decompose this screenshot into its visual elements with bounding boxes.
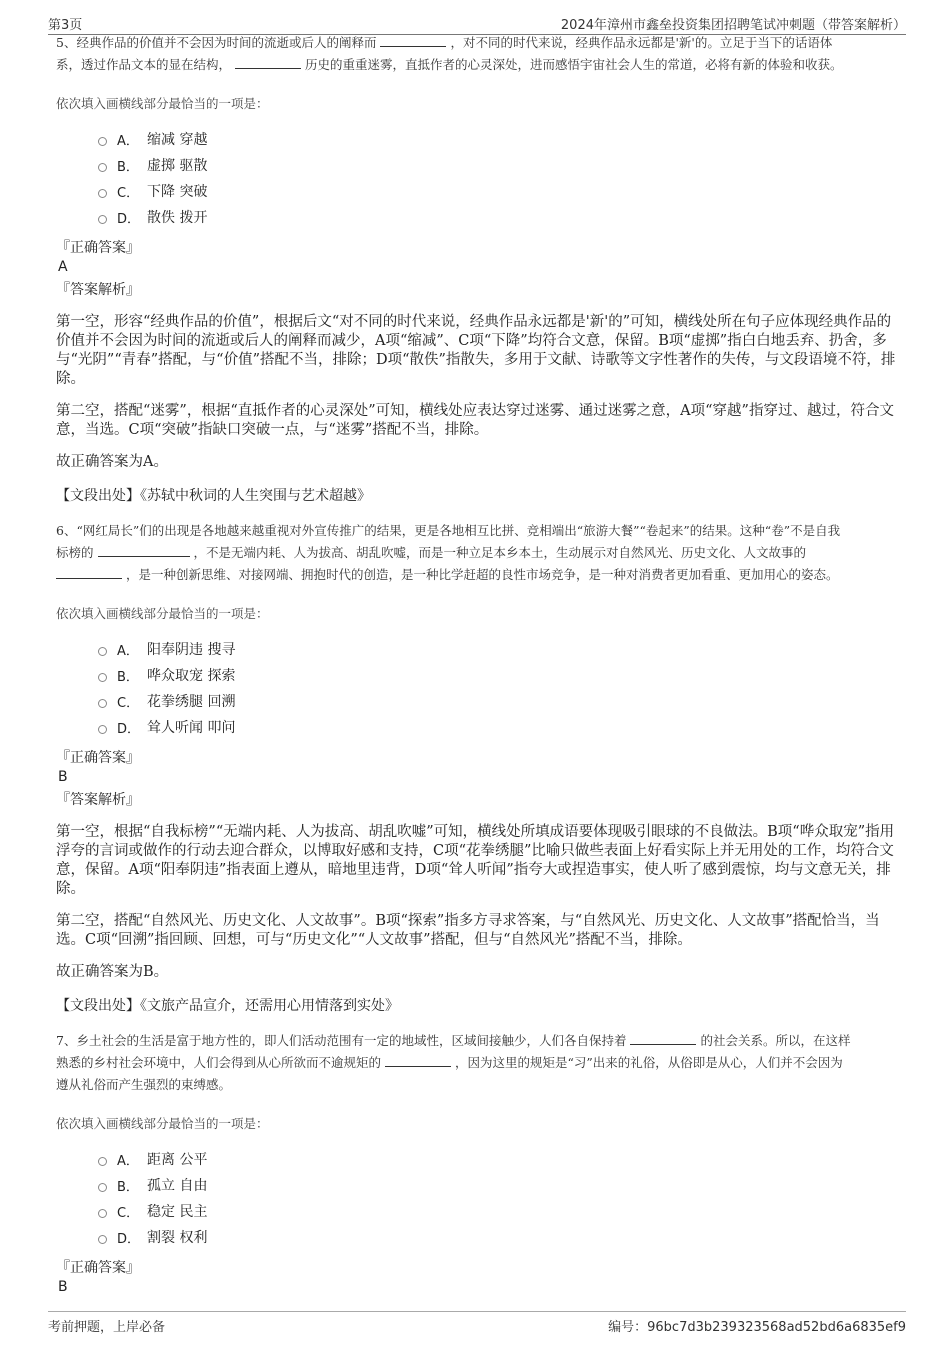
option-list bbox=[98, 126, 904, 230]
radio-icon[interactable] bbox=[98, 163, 107, 172]
document-title: 2024年漳州市鑫垒投资集团招聘笔试冲刺题（带答案解析） bbox=[560, 18, 906, 33]
option-b[interactable]: B． 哗众取宠 探索 bbox=[98, 662, 904, 688]
analysis-conclusion: 故正确答案为A。 bbox=[56, 454, 168, 470]
option-b[interactable]: B． 虚掷 驱散 bbox=[98, 152, 904, 178]
question-text: 6、“网红局长”们的出现是各地越来越重视对外宣传推广的结果，更是各地相互比拼、竞相端出“旅游大餐”“卷起来”的结果。这种“卷”不是自我 标榜的 ，不是无端内耗、人为拔高、胡乱吹嘘，而是一种立足本乡本土，生动展示对自然风光、历史文化、人文故事的 ，是一种创新思维、对接网端、拥抱时代的创造，是一种比学赶超的良性市场竞争，是一种对消费者更加看重、更加用心的姿态。 bbox=[56, 523, 841, 582]
radio-icon[interactable] bbox=[98, 725, 107, 734]
radio-icon[interactable] bbox=[98, 215, 107, 224]
question-prompt: 依次填入画横线部分最恰当的一项是： bbox=[56, 1116, 269, 1131]
option-c[interactable]: C． 下降 突破 bbox=[98, 178, 904, 204]
analysis-paragraph: 第一空，形容“经典作品的价值”，根据后文“对不同的时代来说，经典作品永远都是'新'的”可知，横线处所在句子应体现经典作品的价值并不会因为时间的流逝或后人的阐释而减少，A项“缩减”、C项“下降”均符合文意，保留。B项“虚掷”指白白地丢弃、扔舍，多与“光阴”“青春”搭配，与“价值”搭配不当，排除；D项“散佚”指散失，多用于文献、诗歌等文字性著作的失传，与文段语境不符，排除。 bbox=[56, 314, 896, 387]
option-d[interactable]: D． 割裂 权利 bbox=[98, 1224, 904, 1250]
radio-icon[interactable] bbox=[98, 699, 107, 708]
footer-slogan: 考前押题，上岸必备 bbox=[48, 1320, 166, 1335]
fill-blank bbox=[235, 56, 301, 69]
option-a[interactable]: A． 阳奉阴违 搜寻 bbox=[98, 636, 904, 662]
fill-blank bbox=[56, 566, 122, 579]
radio-icon[interactable] bbox=[98, 1157, 107, 1166]
option-d[interactable]: D． 散佚 拨开 bbox=[98, 204, 904, 230]
analysis-title: 『答案解析』 bbox=[56, 792, 140, 808]
question-5 bbox=[56, 32, 904, 506]
question-prompt: 依次填入画横线部分最恰当的一项是： bbox=[56, 96, 269, 111]
option-a[interactable]: A． 距离 公平 bbox=[98, 1146, 904, 1172]
fill-blank bbox=[630, 1032, 696, 1045]
radio-icon[interactable] bbox=[98, 1209, 107, 1218]
correct-answer-title: 『正确答案』 bbox=[56, 1260, 140, 1276]
analysis-conclusion: 故正确答案为B。 bbox=[56, 964, 169, 980]
question-7 bbox=[56, 1030, 904, 1297]
option-d[interactable]: D． 耸人听闻 叩问 bbox=[98, 714, 904, 740]
option-b[interactable]: B． 孤立 自由 bbox=[98, 1172, 904, 1198]
question-prompt: 依次填入画横线部分最恰当的一项是： bbox=[56, 606, 269, 621]
option-a[interactable]: A． 缩减 穿越 bbox=[98, 126, 904, 152]
page-footer bbox=[48, 1311, 906, 1335]
question-text: 7、乡土社会的生活是富于地方性的，即人们活动范围有一定的地域性，区域间接触少，人们各自保持着 的社会关系。所以，在这样 熟悉的乡村社会环境中，人们会得到从心所欲而不逾规矩的 ，因为这里的规矩是“习”出来的礼俗，从俗即是从心，人们并不会因为 遵从礼俗而产生强烈的束缚感。 bbox=[56, 1033, 851, 1092]
analysis-paragraph: 第二空，搭配“自然风光、历史文化、人文故事”。B项“探索”指多方寻求答案，与“自然风光、历史文化、人文故事”搭配恰当，当选。C项“回溯”指回顾、回想，可与“历史文化”“人文故事”搭配，但与“自然风光”搭配不当，排除。 bbox=[56, 913, 880, 948]
option-c[interactable]: C． 花拳绣腿 回溯 bbox=[98, 688, 904, 714]
correct-answer: B bbox=[58, 1279, 68, 1295]
text-source: 【文段出处】《苏轼中秋词的人生突围与艺术超越》 bbox=[56, 488, 371, 504]
document-id: 编号：96bc7d3b239323568ad52bd6a6835ef9 bbox=[608, 1320, 906, 1335]
analysis-paragraph: 第一空，根据“自我标榜”“无端内耗、人为拔高、胡乱吹嘘”可知，横线处所填成语要体现吸引眼球的不良做法。B项“哗众取宠”指用浮夸的言词或做作的行动去迎合群众，以博取好感和支持，C项“花拳绣腿”比喻只做些表面上好看实际上并无用处的工作，均符合文意，保留。A项“阳奉阴违”指表面上遵从，暗地里违背，D项“耸人听闻”指夸大或捏造事实，使人听了感到震惊，均与文意无关，排除。 bbox=[56, 824, 895, 897]
radio-icon[interactable] bbox=[98, 1235, 107, 1244]
correct-answer-title: 『正确答案』 bbox=[56, 750, 140, 766]
radio-icon[interactable] bbox=[98, 189, 107, 198]
fill-blank bbox=[380, 34, 446, 47]
analysis-paragraph: 第二空，搭配“迷雾”，根据“直抵作者的心灵深处”可知，横线处应表达穿过迷雾、通过迷雾之意，A项“穿越”指穿过、越过，符合文意，当选。C项“突破”指缺口突破一点，与“迷雾”搭配不当，排除。 bbox=[56, 403, 894, 438]
option-list bbox=[98, 636, 904, 740]
radio-icon[interactable] bbox=[98, 1183, 107, 1192]
correct-answer: B bbox=[58, 769, 68, 785]
page-number: 第3页 bbox=[48, 18, 83, 33]
radio-icon[interactable] bbox=[98, 647, 107, 656]
fill-blank bbox=[385, 1054, 451, 1067]
option-c[interactable]: C． 稳定 民主 bbox=[98, 1198, 904, 1224]
question-6 bbox=[56, 520, 904, 1016]
radio-icon[interactable] bbox=[98, 137, 107, 146]
document-content bbox=[56, 36, 904, 1297]
question-text: 5、经典作品的价值并不会因为时间的流逝或后人的阐释而 ，对不同的时代来说，经典作品永远都是'新'的。立足于当下的话语体 系，透过作品文本的显在结构， 历史的重重迷雾，直抵作者的心灵深处，进而感悟宇宙社会人生的常道，必将有新的体验和收获。 bbox=[56, 35, 843, 72]
analysis-title: 『答案解析』 bbox=[56, 282, 140, 298]
radio-icon[interactable] bbox=[98, 673, 107, 682]
fill-blank bbox=[98, 544, 190, 557]
correct-answer: A bbox=[58, 259, 68, 275]
text-source: 【文段出处】《文旅产品宣介，还需用心用情落到实处》 bbox=[56, 998, 399, 1014]
option-list bbox=[98, 1146, 904, 1250]
correct-answer-title: 『正确答案』 bbox=[56, 240, 140, 256]
